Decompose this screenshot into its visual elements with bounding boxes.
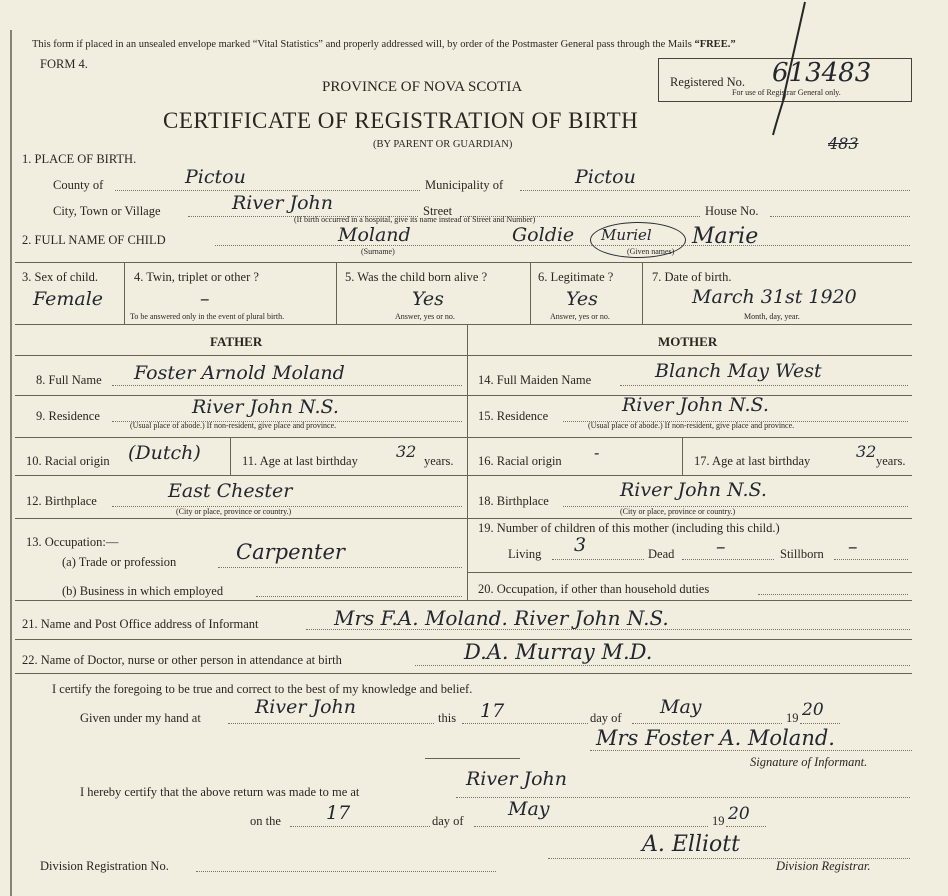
county-label: County of bbox=[53, 178, 104, 192]
trade-value: Carpenter bbox=[236, 540, 345, 564]
registrar-caption: Division Registrar. bbox=[776, 859, 871, 873]
county-value: Pictou bbox=[185, 166, 246, 188]
mother-years: years. bbox=[876, 454, 906, 468]
informant-label: 21. Name and Post Office address of Informant bbox=[22, 617, 259, 631]
father-years: years. bbox=[424, 454, 454, 468]
father-res-label: 9. Residence bbox=[36, 409, 100, 423]
father-res-value: River John N.S. bbox=[192, 396, 339, 418]
on-the-label: on the bbox=[250, 814, 281, 828]
dob-note: Month, day, year. bbox=[744, 312, 800, 321]
mother-name-value: Blanch May West bbox=[655, 360, 822, 382]
place-heading: 1. PLACE OF BIRTH. bbox=[22, 152, 137, 166]
legit-label: 6. Legitimate ? bbox=[538, 270, 614, 284]
registrar-signature: A. Elliott bbox=[642, 832, 740, 857]
given-day-value: 17 bbox=[480, 700, 505, 722]
mail-notice: This form if placed in an unsealed envelope marked “Vital Statistics” and properly addressed will, by order of the Postmaster General pass through the Mails “FREE.” bbox=[32, 39, 736, 50]
doctor-value: D.A. Murray M.D. bbox=[464, 640, 653, 664]
given-year-suffix: 20 bbox=[802, 700, 824, 720]
child-given-name: Goldie bbox=[512, 224, 575, 246]
given-caption: (Given names) bbox=[627, 247, 675, 256]
father-res-note: (Usual place of abode.) If non-resident, give place and province. bbox=[130, 421, 337, 430]
informant-signature: Mrs Foster A. Moland. bbox=[596, 726, 835, 750]
father-birth-label: 12. Birthplace bbox=[26, 494, 97, 508]
given-under-label: Given under my hand at bbox=[80, 711, 201, 725]
mother-race-label: 16. Racial origin bbox=[478, 454, 562, 468]
signature-caption: Signature of Informant. bbox=[750, 755, 868, 769]
struck-number: 483 bbox=[828, 134, 859, 153]
dob-label: 7. Date of birth. bbox=[652, 270, 732, 284]
mother-birth-note: (City or place, province or country.) bbox=[620, 507, 736, 516]
mother-race-value: - bbox=[594, 443, 600, 462]
mother-res-note: (Usual place of abode.) If non-resident, give place and province. bbox=[588, 421, 795, 430]
father-age-value: 32 bbox=[396, 442, 417, 461]
informant-value: Mrs F.A. Moland. River John N.S. bbox=[334, 606, 669, 630]
father-heading: FATHER bbox=[210, 334, 263, 349]
father-birth-value: East Chester bbox=[168, 480, 293, 502]
child-surname: Moland bbox=[338, 224, 411, 246]
municipality-value: Pictou bbox=[575, 166, 636, 188]
return-month-value: May bbox=[508, 798, 550, 820]
return-day-of-label: day of bbox=[432, 814, 464, 828]
return-year-suffix: 20 bbox=[728, 804, 750, 824]
pen-mark-icon bbox=[755, 0, 815, 140]
given-day-of-label: day of bbox=[590, 711, 622, 725]
this-label: this bbox=[438, 711, 457, 725]
twin-note: To be answered only in the event of plural birth. bbox=[130, 312, 285, 321]
registered-note: For use of Registrar General only. bbox=[732, 88, 841, 97]
legit-note: Answer, yes or no. bbox=[550, 312, 610, 321]
father-race-value: (Dutch) bbox=[128, 442, 201, 464]
business-label: (b) Business in which employed bbox=[62, 584, 224, 598]
sex-label: 3. Sex of child. bbox=[22, 270, 99, 284]
street-label: Street bbox=[423, 204, 453, 218]
hospital-note: (If birth occurred in a hospital, give its name instead of Street and Number) bbox=[294, 215, 536, 224]
dob-value: March 31st 1920 bbox=[692, 286, 857, 308]
father-age-label: 11. Age at last birthday bbox=[242, 454, 358, 468]
living-value: 3 bbox=[574, 534, 587, 556]
trade-label: (a) Trade or profession bbox=[62, 555, 177, 569]
doctor-label: 22. Name of Doctor, nurse or other person in attendance at birth bbox=[22, 653, 342, 667]
city-value: River John bbox=[232, 192, 334, 214]
twin-label: 4. Twin, triplet or other ? bbox=[134, 270, 259, 284]
mother-birth-label: 18. Birthplace bbox=[478, 494, 549, 508]
return-year-prefix: 19 bbox=[712, 814, 725, 828]
surname-caption: (Surname) bbox=[361, 247, 395, 256]
father-name-label: 8. Full Name bbox=[36, 373, 102, 387]
alive-label: 5. Was the child born alive ? bbox=[345, 270, 488, 284]
living-label: Living bbox=[508, 547, 542, 561]
mother-heading: MOTHER bbox=[658, 334, 718, 349]
return-day-value: 17 bbox=[326, 802, 351, 824]
certify-statement: I certify the foregoing to be true and correct to the best of my knowledge and belief. bbox=[52, 682, 473, 696]
mother-res-label: 15. Residence bbox=[478, 409, 549, 423]
father-birth-note: (City or place, province or country.) bbox=[176, 507, 292, 516]
sex-value: Female bbox=[33, 288, 104, 310]
stillborn-label: Stillborn bbox=[780, 547, 824, 561]
dead-label: Dead bbox=[648, 547, 675, 561]
house-label: House No. bbox=[705, 204, 759, 218]
mother-age-value: 32 bbox=[856, 442, 877, 461]
stillborn-value: – bbox=[848, 536, 858, 558]
alive-note: Answer, yes or no. bbox=[395, 312, 455, 321]
mother-occ-label: 20. Occupation, if other than household duties bbox=[478, 582, 710, 596]
father-race-label: 10. Racial origin bbox=[26, 454, 110, 468]
mother-birth-value: River John N.S. bbox=[620, 479, 767, 501]
division-label: Division Registration No. bbox=[40, 859, 169, 873]
mother-res-value: River John N.S. bbox=[622, 394, 769, 416]
registered-label: Registered No. bbox=[670, 75, 745, 89]
municipality-label: Municipality of bbox=[425, 178, 504, 192]
certificate-subtitle: (BY PARENT OR GUARDIAN) bbox=[373, 139, 513, 150]
alive-value: Yes bbox=[412, 288, 444, 310]
children-label: 19. Number of children of this mother (including this child.) bbox=[478, 521, 780, 535]
dead-value: – bbox=[716, 536, 726, 558]
child-name-label: 2. FULL NAME OF CHILD bbox=[22, 233, 166, 247]
father-occ-label: 13. Occupation:— bbox=[26, 535, 119, 549]
return-place-value: River John bbox=[466, 768, 568, 790]
father-name-value: Foster Arnold Moland bbox=[134, 362, 345, 384]
child-given-extra: Marie bbox=[692, 224, 759, 249]
certificate-title: CERTIFICATE OF REGISTRATION OF BIRTH bbox=[163, 108, 639, 133]
child-circled-name: Muriel bbox=[601, 226, 652, 244]
given-year-prefix: 19 bbox=[786, 711, 799, 725]
province-heading: PROVINCE OF NOVA SCOTIA bbox=[322, 79, 523, 95]
given-place-value: River John bbox=[255, 696, 357, 718]
twin-value: – bbox=[200, 288, 210, 310]
form-number: FORM 4. bbox=[40, 57, 88, 71]
mother-age-label: 17. Age at last birthday bbox=[694, 454, 811, 468]
registered-number: 613483 bbox=[772, 58, 872, 88]
city-label: City, Town or Village bbox=[53, 204, 161, 218]
return-label: I hereby certify that the above return was made to me at bbox=[80, 785, 360, 799]
mother-name-label: 14. Full Maiden Name bbox=[478, 373, 592, 387]
legit-value: Yes bbox=[566, 288, 598, 310]
given-month-value: May bbox=[660, 696, 702, 718]
